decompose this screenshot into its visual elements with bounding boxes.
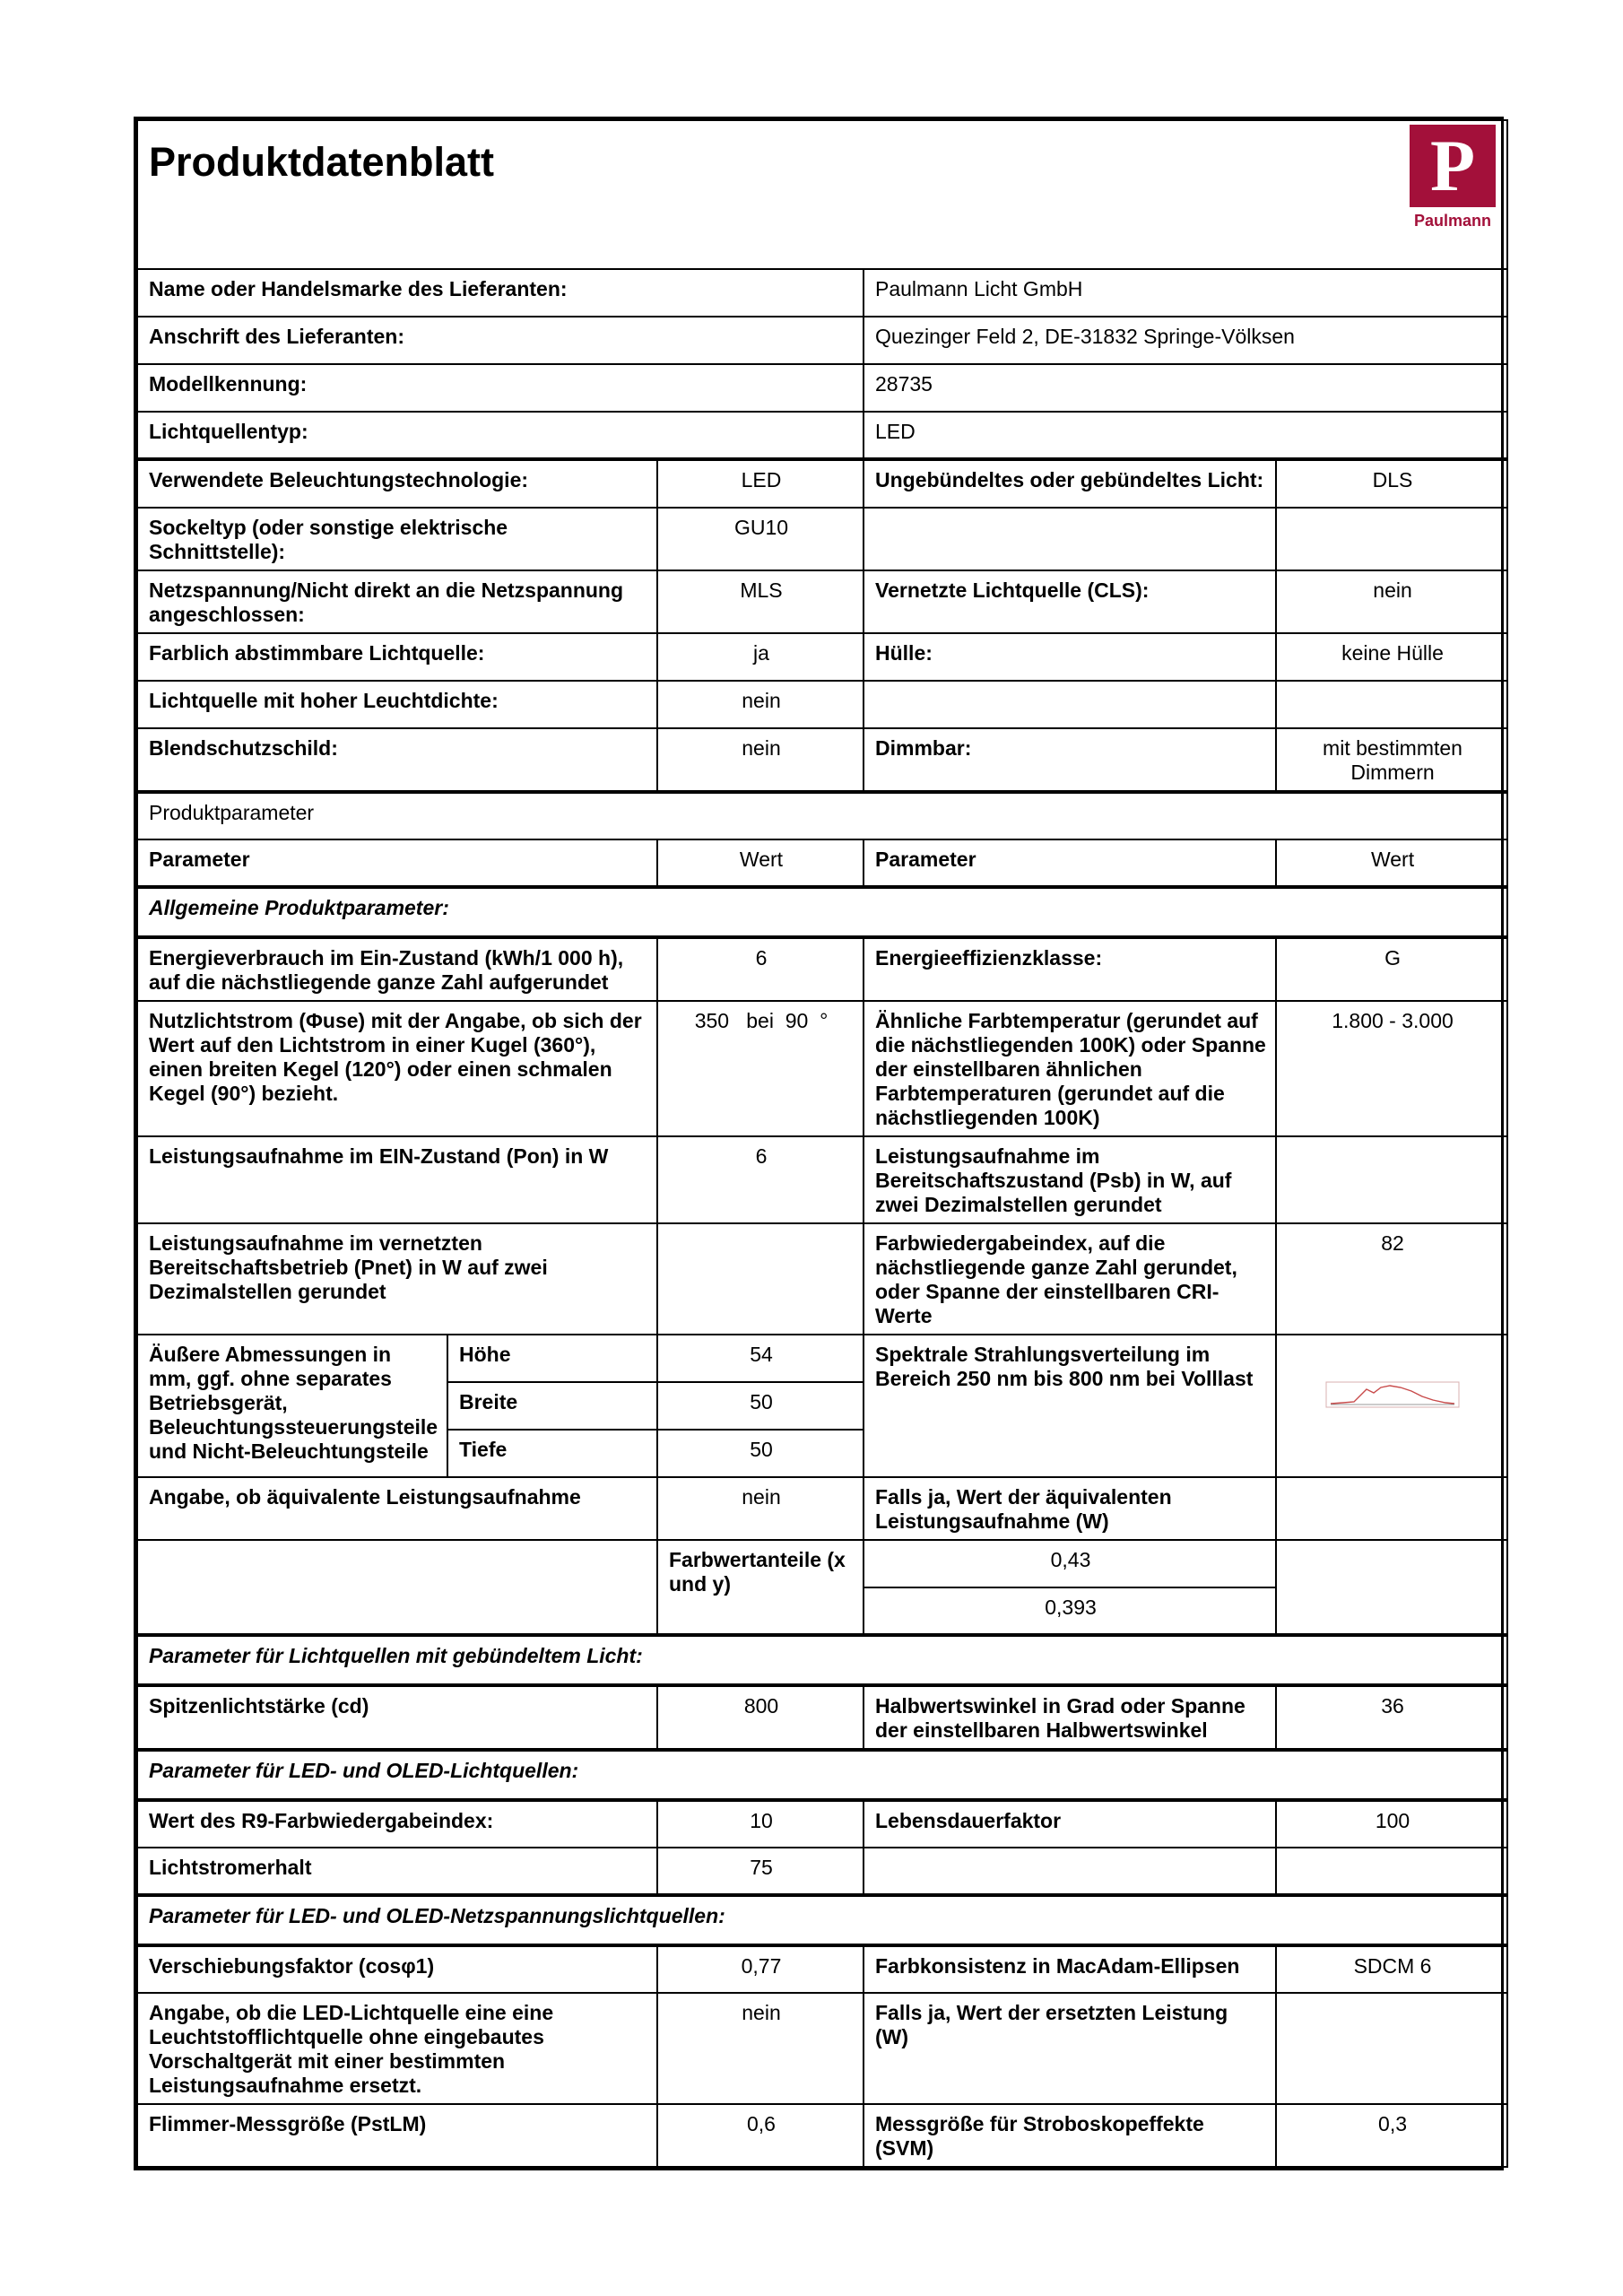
empty-cell [137,1540,657,1635]
empty-cell [1276,1848,1507,1895]
peak-intensity-value: 800 [657,1685,864,1750]
spectrum-curve [1331,1386,1454,1404]
paulmann-logo [1406,125,1499,230]
flux-value: 350 bei 90 ° [657,1001,864,1136]
depth-value: 50 [657,1430,864,1477]
equivalent-power-label: Angabe, ob äquivalente Leistungsaufnahme [137,1477,657,1540]
displacement-factor-value: 0,77 [657,1945,864,1993]
empty-cell [864,681,1276,728]
logo-badge [1410,125,1496,207]
cct-value: 1.800 - 3.000 [1276,1001,1507,1136]
cct-label: Ähnliche Farbtemperatur (gerundet auf die nächstliegenden 100K) oder Spanne der einstellbaren ähnlichen Farbtemperaturen (gerundet auf die nächstliegenden 100K) [864,1001,1276,1136]
depth-label: Tiefe [447,1430,657,1477]
svm-label: Messgröße für Stroboskopeffekte (SVM) [864,2104,1276,2167]
empty-cell [864,508,1276,570]
cap-type-label: Sockeltyp (oder sonstige elektrische Schnittstelle): [137,508,657,570]
dimmable-value: mit bestimmten Dimmern [1276,728,1507,792]
header-cell [137,120,1507,269]
width-value: 50 [657,1382,864,1430]
replaced-watt-label: Falls ja, Wert der ersetzten Leistung (W) [864,1993,1276,2104]
param-header: Parameter [864,839,1276,887]
datasheet-table [136,119,1508,2168]
section-directional: Parameter für Lichtquellen mit gebündeltem Licht: [137,1635,1507,1685]
macadam-label: Farbkonsistenz in MacAdam-Ellipsen [864,1945,1276,1993]
beam-angle-label: Halbwertswinkel in Grad oder Spanne der einstellbaren Halbwertswinkel [864,1685,1276,1750]
envelope-label: Hülle: [864,633,1276,681]
macadam-value: SDCM 6 [1276,1945,1507,1993]
peak-intensity-label: Spitzenlichtstärke (cd) [137,1685,657,1750]
r9-value: 10 [657,1800,864,1848]
chromaticity-label: Farbwertanteile (x und y) [657,1540,864,1635]
spectral-label: Spektrale Strahlungsverteilung im Bereich 250 nm bis 800 nm bei Volllast [864,1335,1276,1477]
value-header: Wert [1276,839,1507,887]
replacement-value: nein [657,1993,864,2104]
chromaticity-x-value: 0,43 [864,1540,1276,1587]
pnet-value [657,1223,864,1335]
pnet-label: Leistungsaufnahme im vernetzten Bereitschaftsbetrieb (Pnet) in W auf zwei Dezimalstellen gerundet [137,1223,657,1335]
supplier-name-label: Name oder Handelsmarke des Lieferanten: [137,269,864,317]
pon-value: 6 [657,1136,864,1223]
chromaticity-y-value: 0,393 [864,1587,1276,1635]
energy-class-value: G [1276,937,1507,1001]
high-luminance-label: Lichtquelle mit hoher Leuchtdichte: [137,681,657,728]
envelope-value: keine Hülle [1276,633,1507,681]
survival-factor-label: Lebensdauerfaktor [864,1800,1276,1848]
tunable-label: Farblich abstimmbare Lichtquelle: [137,633,657,681]
cls-value: nein [1276,570,1507,633]
page-title: Produktdatenblatt [149,139,495,185]
logo-brand-name: Paulmann [1414,212,1492,230]
supplier-name-value: Paulmann Licht GmbH [864,269,1507,317]
energy-value: 6 [657,937,864,1001]
height-label: Höhe [447,1335,657,1382]
section-product-parameters: Produktparameter [137,792,1507,839]
empty-cell [1276,508,1507,570]
flicker-label: Flimmer-Messgröße (PstLM) [137,2104,657,2167]
pon-label: Leistungsaufnahme im EIN-Zustand (Pon) in W [137,1136,657,1223]
r9-label: Wert des R9-Farbwiedergabeindex: [137,1800,657,1848]
mains-value: MLS [657,570,864,633]
flicker-value: 0,6 [657,2104,864,2167]
height-value: 54 [657,1335,864,1382]
equivalent-watt-label: Falls ja, Wert der äquivalenten Leistungsaufnahme (W) [864,1477,1276,1540]
logo-letter: P [1430,125,1476,206]
spectral-distribution-thumbnail [1325,1378,1460,1411]
energy-label: Energieverbrauch im Ein-Zustand (kWh/1 000 h), auf die nächstliegende ganze Zahl aufgerundet [137,937,657,1001]
section-general: Allgemeine Produktparameter: [137,887,1507,937]
dimensions-label: Äußere Abmessungen in mm, ggf. ohne separates Betriebsgerät, Beleuchtungssteuerungsteile und Nicht-Beleuchtungsteile [137,1335,447,1477]
cri-label: Farbwiedergabeindex, auf die nächstliegende ganze Zahl gerundet, oder Spanne der einstellbaren CRI-Werte [864,1223,1276,1335]
replacement-label: Angabe, ob die LED-Lichtquelle eine eine Leuchtstofflichtquelle ohne eingebautes Vorschaltgerät mit einer bestimmten Leistungsaufnahme ersetzt. [137,1993,657,2104]
equivalent-watt-value [1276,1477,1507,1540]
empty-cell [1276,681,1507,728]
anti-glare-value: nein [657,728,864,792]
model-label: Modellkennung: [137,364,864,412]
svm-value: 0,3 [1276,2104,1507,2167]
source-type-value: LED [864,412,1507,459]
section-led-mains: Parameter für LED- und OLED-Netzspannungslichtquellen: [137,1895,1507,1945]
tunable-value: ja [657,633,864,681]
psb-value [1276,1136,1507,1223]
tech-value: LED [657,459,864,508]
cls-label: Vernetzte Lichtquelle (CLS): [864,570,1276,633]
lumen-maintenance-value: 75 [657,1848,864,1895]
directional-label: Ungebündeltes oder gebündeltes Licht: [864,459,1276,508]
section-led: Parameter für LED- und OLED-Lichtquellen: [137,1750,1507,1800]
cap-type-value: GU10 [657,508,864,570]
tech-label: Verwendete Beleuchtungstechnologie: [137,459,657,508]
width-label: Breite [447,1382,657,1430]
value-header: Wert [657,839,864,887]
empty-cell [864,1848,1276,1895]
supplier-address-label: Anschrift des Lieferanten: [137,317,864,364]
empty-cell [1276,1540,1507,1635]
dimmable-label: Dimmbar: [864,728,1276,792]
model-value: 28735 [864,364,1507,412]
cri-value: 82 [1276,1223,1507,1335]
energy-class-label: Energieeffizienzklasse: [864,937,1276,1001]
supplier-address-value: Quezinger Feld 2, DE-31832 Springe-Völksen [864,317,1507,364]
equivalent-power-value: nein [657,1477,864,1540]
spectral-chart-cell [1276,1335,1507,1477]
anti-glare-label: Blendschutzschild: [137,728,657,792]
beam-angle-value: 36 [1276,1685,1507,1750]
psb-label: Leistungsaufnahme im Bereitschaftszustand (Psb) in W, auf zwei Dezimalstellen gerundet [864,1136,1276,1223]
flux-label: Nutzlichtstrom (Φuse) mit der Angabe, ob sich der Wert auf den Lichtstrom in einer Kugel (360°), einen breiten Kegel (120°) oder einen schmalen Kegel (90°) bezieht. [137,1001,657,1136]
replaced-watt-value [1276,1993,1507,2104]
survival-factor-value: 100 [1276,1800,1507,1848]
mains-label: Netzspannung/Nicht direkt an die Netzspannung angeschlossen: [137,570,657,633]
lumen-maintenance-label: Lichtstromerhalt [137,1848,657,1895]
product-data-sheet [134,117,1504,2170]
displacement-factor-label: Verschiebungsfaktor (cosφ1) [137,1945,657,1993]
high-luminance-value: nein [657,681,864,728]
directional-value: DLS [1276,459,1507,508]
source-type-label: Lichtquellentyp: [137,412,864,459]
param-header: Parameter [137,839,657,887]
